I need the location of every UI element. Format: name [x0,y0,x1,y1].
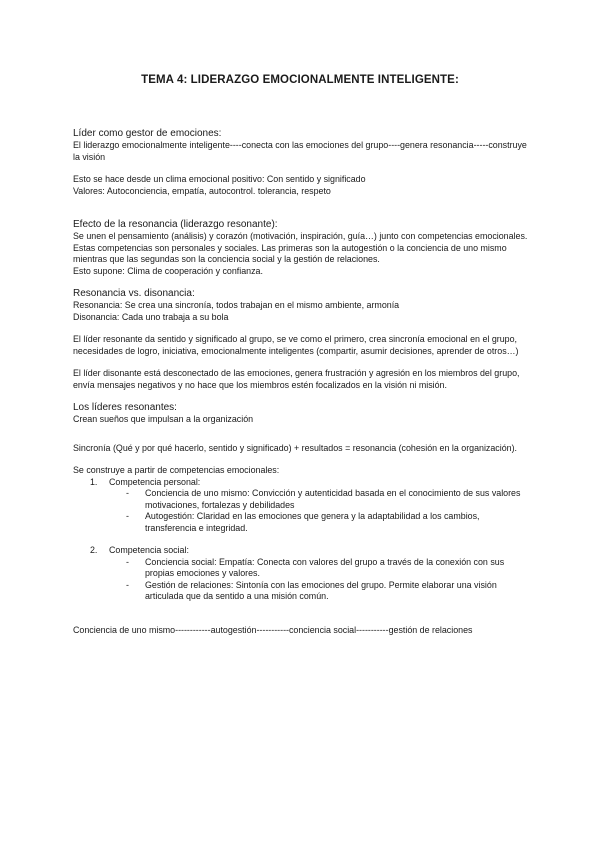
dash-bullet: - [126,511,129,521]
item-label: Competencia personal: [109,476,201,487]
paragraph: Se construye a partir de competencias emocionales: [73,465,280,475]
section-gestor-emociones [73,128,533,197]
bullet-item [73,557,533,580]
paragraph: Esto supone: Clima de cooperación y confianza. [73,265,263,276]
page-title: TEMA 4: LIDERAZGO EMOCIONALMENTE INTELIGENTE: [141,74,459,86]
section-resonancia-disonancia [73,288,533,323]
section-heading: Líder como gestor de emociones: [73,128,222,139]
paragraph: El liderazgo emocionalmente inteligente----conecta con las emociones del grupo----genera resonancia-----construye la visión [73,140,527,162]
paragraph-cadena-competencias: Conciencia de uno mismo------------autogestión-----------conciencia social-----------gestión de relaciones [73,624,473,635]
section-competencias [73,465,533,603]
paragraph-lider-resonante: El líder resonante da sentido y significado al grupo, se ve como el primero, crea sincronía emocional en el grupo, necesidades de logro, iniciativa, emocionalmente inteligentes (compartir, asumir decisiones, aprender de otros…) [73,334,519,356]
section-resonancia [73,219,533,277]
item-label: Competencia social: [109,545,189,555]
numbered-item [73,545,533,557]
paragraph-sincronia: Sincronía (Qué y por qué hacerlo, sentido y significado) + resultados = resonancia (cohesión en la organización). [73,442,518,453]
paragraph: Crean sueños que impulsan a la organización [73,414,254,424]
section-heading: Los líderes resonantes: [73,402,177,413]
dash-bullet: - [126,579,129,590]
paragraph-lider-disonante: El líder disonante está desconectado de las emociones, genera frustración y agresión en los miembros del grupo, envía mensajes negativos y no hace que los miembros estén focalizados en la visión ni misión. [73,368,520,390]
bullet-text: Autogestión: Claridad en las emociones que genera y la adaptabilidad a los cambios, transferencia e integridad. [145,511,480,533]
paragraph: Valores: Autoconciencia, empatía, autocontrol. tolerancia, respeto [73,185,331,196]
section-lideres-resonantes [73,402,533,426]
paragraph: Resonancia: Se crea una sincronía, todos trabajan en el mismo ambiente, armonía [73,300,400,310]
item-number: 2. [90,545,98,555]
numbered-item [73,477,533,489]
paragraph: Esto se hace desde un clima emocional positivo: Con sentido y significado [73,174,366,184]
section-heading: Efecto de la resonancia (liderazgo resonante): [73,219,278,230]
dash-bullet: - [126,556,129,567]
section-heading: Resonancia vs. disonancia: [73,288,195,299]
bullet-text: Gestión de relaciones: Sintonía con las emociones del grupo. Permite elaborar una visión articulada que da sentido a una misión común. [145,579,497,601]
bullet-text: Conciencia de uno mismo: Convicción y autenticidad basada en el conocimiento de sus valores motivaciones, fortalezas y debilidades [145,488,521,510]
bullet-text: Conciencia social: Empatía: Conecta con valores del grupo a través de la conexión con sus propias emociones y valores. [145,556,505,578]
bullet-item [73,488,533,511]
bullet-item [73,580,533,603]
paragraph: Disonancia: Cada uno trabaja a su bola [73,311,229,322]
document-body [73,128,533,636]
dash-bullet: - [126,488,129,498]
item-number: 1. [90,476,98,487]
paragraph: Se unen el pensamiento (análisis) y corazón (motivación, inspiración, guía…) junto con competencias emocionales. Estas competencias son personales y sociales. Las primeras son la autogestión o la conciencia de uno mismo mientras que las segundas son la conciencia social y la gestión de relaciones. [73,231,528,264]
bullet-item [73,511,533,534]
